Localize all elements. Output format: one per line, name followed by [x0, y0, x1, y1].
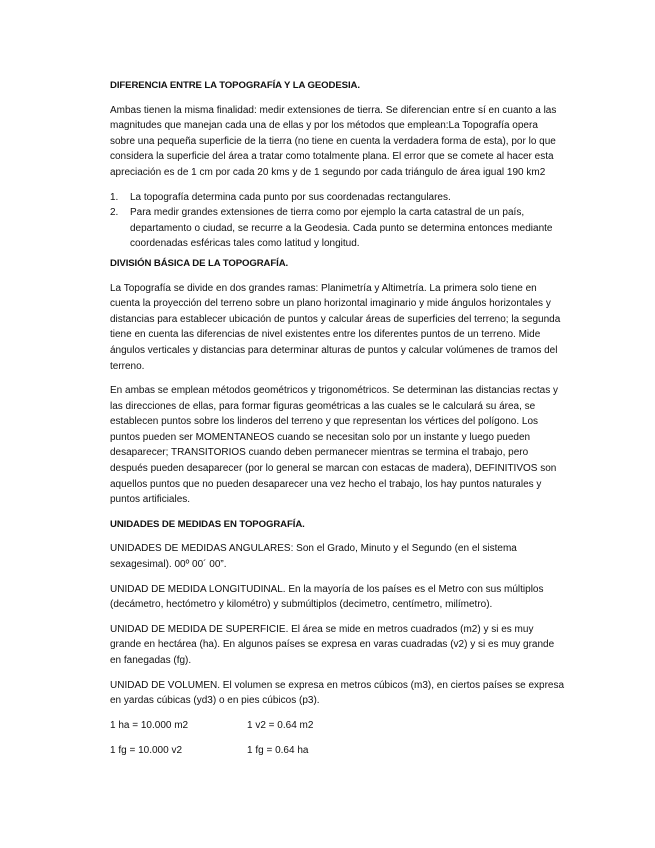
paragraph-diferencia: Ambas tienen la misma finalidad: medir extensiones de tierra. Se diferencian entre sí en cuanto a las magnitudes que manejan cada una de ellas y por los métodos que emplean:La Topografía opera sobre una pequeña superficie de la tierra (no tiene en cuenta la verdadera forma de esta), por lo que considera la superficie del área a tratar como totalmente plana. El error que se comete al hacer esta apreciación es de 1 cm por cada 20 kms y de 1 segundo por cada triángulo de área igual 190 km2 [110, 104, 557, 178]
section-title-unidades: UNIDADES DE MEDIDAS EN TOPOGRAFÍA. [110, 518, 305, 530]
list-text: Para medir grandes extensiones de tierra como por ejemplo la carta catastral de un país, departamento o ciudad, se recurre a la Geodesia. Cada punto se determina entonces mediante coordenadas esféricas tales como latitud y longitud. [130, 207, 553, 250]
paragraph-volumen: UNIDAD DE VOLUMEN. El volumen se expresa en metros cúbicos (m3), en ciertos países se expresa en yardas cúbicas (yd3) o en pies cúbicos (p3). [110, 679, 565, 707]
conversion-row [110, 718, 565, 734]
section-title-division: DIVISIÓN BÁSICA DE LA TOPOGRAFÍA. [110, 257, 289, 269]
numbered-list [110, 190, 565, 252]
conversion-left: 1 ha = 10.000 m2 [110, 719, 189, 731]
paragraph-division-1: La Topografía se divide en dos grandes ramas: Planimetría y Altimetría. La primera solo tiene en cuenta la proyección del terreno sobre un plano horizontal imaginario y mide ángulos horizontales y distancias para establecer ubicación de puntos y calcular áreas de superficies del terreno; la segunda tiene en cuenta las diferencias de nivel existentes entre los diferentes puntos de un terreno. Mide ángulos verticales y distancias para determinar alturas de puntos y calcular volúmenes de tramos del terreno. [110, 282, 561, 372]
list-item [110, 190, 565, 206]
list-number: 1. [110, 191, 119, 203]
conversion-table [110, 718, 565, 759]
paragraph-superficie: UNIDAD DE MEDIDA DE SUPERFICIE. El área se mide en metros cuadrados (m2) y si es muy grande en hectárea (ha). En algunos países se expresa en varas cuadradas (v2) y si es muy grande en fanegadas (fg). [110, 623, 555, 666]
conversion-right: 1 fg = 0.64 ha [247, 745, 309, 757]
document-page [110, 78, 565, 769]
section-title-diferencia: DIFERENCIA ENTRE LA TOPOGRAFÍA Y LA GEODESIA. [110, 80, 360, 91]
paragraph-division-2: En ambas se emplean métodos geométricos y trigonométricos. Se determinan las distancias rectas y las direcciones de ellas, para formar figuras geométricas a las cuales se le calculará su área, se establecen puntos sobre los linderos del terreno y que representan los vértices del polígono. Los puntos pueden ser MOMENTANEOS cuando se necesitan solo por un instante y luego pueden desaparecer; TRANSITORIOS cuando deben permanecer mientras se termina el trabajo, pero después pueden desaparecer (por lo general se marcan con estacas de madera), DEFINITIVOS son aquellos puntos que no pueden desaparecer una vez hecho el trabajo, los hay puntos naturales y puntos artificiales. [110, 385, 558, 506]
paragraph-longitudinal: UNIDAD DE MEDIDA LONGITUDINAL. En la mayoría de los países es el Metro con sus múltiplos (decámetro, hectómetro y kilométro) y submúltiplos (decimetro, centímetro, milímetro). [110, 583, 544, 611]
list-item [110, 205, 565, 252]
conversion-row [110, 743, 565, 759]
conversion-right: 1 v2 = 0.64 m2 [247, 719, 314, 731]
paragraph-angulares: UNIDADES DE MEDIDAS ANGULARES: Son el Grado, Minuto y el Segundo (en el sistema sexagesimal). 00º 00´ 00”. [110, 543, 517, 571]
conversion-left: 1 fg = 10.000 v2 [110, 745, 183, 757]
list-text: La topografía determina cada punto por sus coordenadas rectangulares. [130, 191, 451, 203]
list-number: 2. [110, 207, 119, 219]
